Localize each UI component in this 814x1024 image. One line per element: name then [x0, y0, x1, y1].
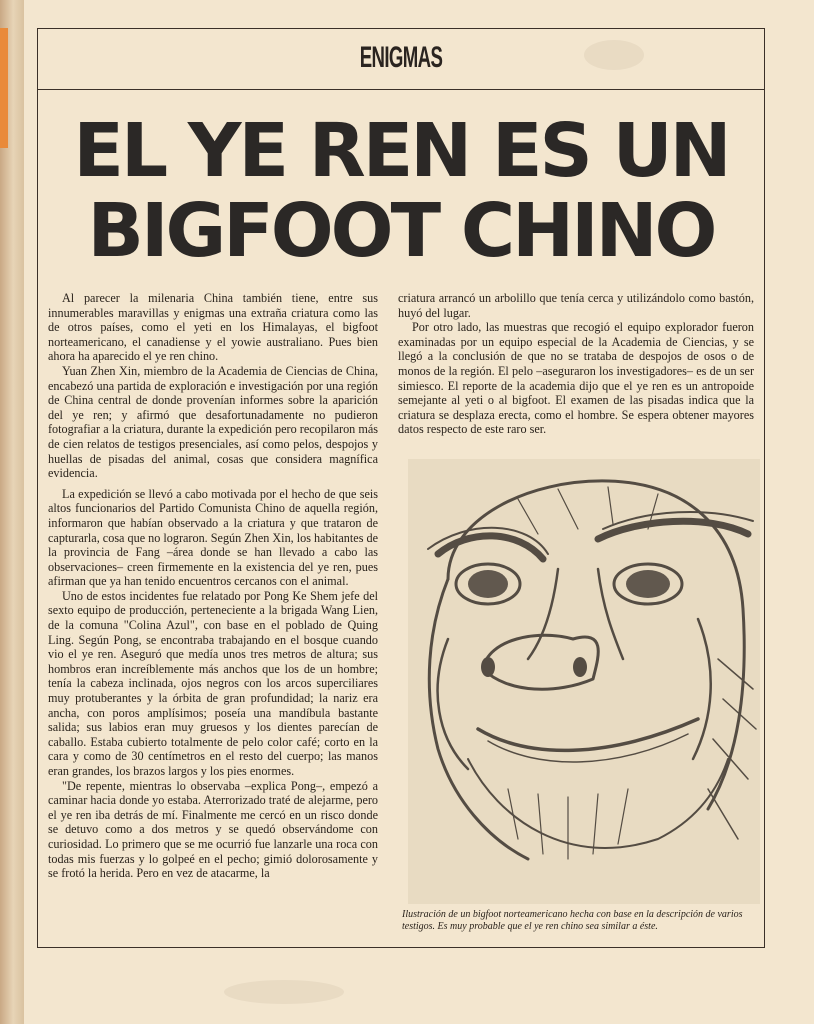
- magazine-page: [24, 0, 814, 1024]
- headline-line-1: EL YE REN ES UN: [73, 108, 729, 194]
- paragraph: Al parecer la milenaria China también tiene, entre sus innumerables maravillas y enigmas una extraña criatura como las de otros países, como el yeti en los Himalayas, el bigfoot norteamericano, el canadiense y el yowie australiano. Pues bien ahora ha aparecido el ye ren chino.: [48, 291, 378, 364]
- paragraph: "De repente, mientras lo observaba –explica Pong–, empezó a caminar hacia donde yo estaba. Aterrorizado traté de alejarme, pero el ye ren iba detrás de mí. Finalmente me cercó en un risco donde se detuvo como a dos metros y se quedó observándome con curiosidad. Lo primero que se me ocurrió fue lanzarle una roca con todas mis fuerzas y lo golpeé en el pecho; gimió dolorosamente y se frotó la herida. Pero en vez de atacarme, la: [48, 778, 378, 881]
- paragraph: La expedición se llevó a cabo motivada por el hecho de que seis altos funcionarios del Partido Comunista Chino de aquella región, informaron que habían observado a la criatura y que trataron de capturarla, cosa que no lograron. Según Zhen Xin, los habitantes de la provincia de Fang –área donde se han llevado a cabo las observaciones– creen firmemente en la existencia del ye ren, pues afirman que ya han tenido encuentros cercanos con el animal.: [48, 486, 378, 589]
- paragraph: Yuan Zhen Xin, miembro de la Academia de Ciencias de China, encabezó una partida de exploración e investigación por una región de China central de donde provenían informes sobre la aparición del ye ren; y afirmó que desafortunadamente no pudieron fotografiar a la criatura, durante la expedición pero recopilaron más de cien relatos de testigos presenciales, así como pelos, despojos y huellas de pisadas del animal, cosas que considera magnífica evidencia.: [48, 363, 378, 481]
- header-rule: [38, 89, 764, 90]
- illustration-caption: Ilustración de un bigfoot norteamericano hecha con base en la descripción de varios testigos. Es muy probable que el ye ren chino sea similar a éste.: [402, 909, 743, 932]
- magazine-spine: [0, 0, 24, 1024]
- headline-line-2: BIGFOOT CHINO: [87, 188, 715, 274]
- left-column: [48, 291, 378, 881]
- paragraph: criatura arrancó un arbolillo que tenía cerca y utilizándolo como bastón, huyó del lugar.: [398, 291, 754, 320]
- bigfoot-illustration: [408, 459, 760, 904]
- bigfoot-face-sketch: [408, 459, 760, 904]
- section-title: ENIGMAS: [359, 41, 443, 74]
- spine-color-tab: [0, 28, 8, 148]
- paper-stain: [224, 980, 344, 1004]
- headline: [38, 108, 764, 274]
- right-column: [398, 291, 754, 437]
- article-frame: [37, 28, 765, 948]
- paragraph: Por otro lado, las muestras que recogió el equipo explorador fueron examinadas por un equipo especial de la Academia de Ciencias, y se llegó a la conclusión de que no se trataba de despojos de osos o de monos de la región. El pelo –aseguraron los investigadores– es de un ser simiesco. El reporte de la academia dijo que el ye ren es un antropoide semejante al yeti o al bigfoot. El examen de las pisadas indica que la criatura se desplaza erecta, como el hombre. Se espera obtener mayores datos respecto de este raro ser.: [398, 320, 754, 437]
- paragraph: Uno de estos incidentes fue relatado por Pong Ke Shem jefe del sexto equipo de producción, perteneciente a la brigada Wang Lien, de la comuna "Colina Azul", con base en el poblado de Quing Ling. Según Pong, se encontraba trabajando en el bosque cuando vio el ye ren. Aseguró que medía unos tres metros de altura; sus hombros eran increíblemente más anchos que los de un hombre; tenía la cabeza inclinada, ojos negros con los arcos superciliares muy protuberantes y la órbita de gran profundidad; la nariz era ancha, con poros amplísimos; poseía una mandíbula bastante salida; sus labios eran muy gruesos y los dientes parecían de caballo. Estaba cubierto totalmente de pelo color café; corto en la cara y como de 30 centímetros en el resto del cuerpo; las manos eran grandes, los brazos largos y los pies enormes.: [48, 588, 378, 778]
